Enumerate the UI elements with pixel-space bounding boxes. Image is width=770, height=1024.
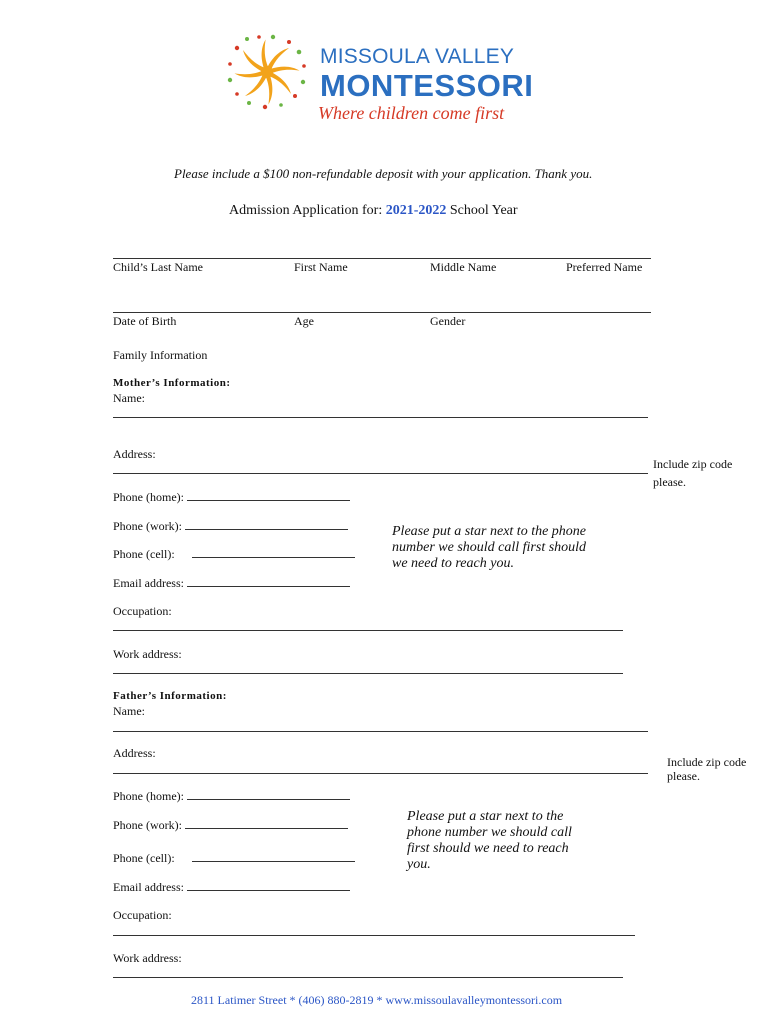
dob-label: Date of Birth	[113, 314, 177, 328]
title-suffix: School Year	[449, 203, 518, 218]
father-phone-work-field[interactable]	[185, 818, 348, 829]
mother-phone-work-label: Phone (work):	[113, 519, 182, 533]
logo-tagline: Where children come first	[318, 103, 505, 123]
father-address-label: Address:	[113, 746, 156, 760]
mother-phone-cell-field[interactable]	[192, 547, 355, 558]
father-name-line[interactable]	[113, 731, 648, 732]
mother-email-label: Email address:	[113, 576, 184, 590]
child-details-line[interactable]	[113, 312, 651, 313]
mother-phone-home-row	[113, 490, 350, 505]
mother-phone-work-row	[113, 519, 348, 534]
sun-burst-icon	[224, 34, 310, 110]
mother-address-line[interactable]	[113, 473, 648, 474]
child-name-line[interactable]	[113, 258, 651, 259]
gender-label: Gender	[430, 314, 466, 328]
father-zip-note: Include zip code please.	[667, 755, 747, 783]
father-name-label: Name:	[113, 704, 145, 718]
father-phone-cell-label: Phone (cell):	[113, 851, 175, 865]
family-info-heading: Family Information	[113, 348, 208, 362]
father-email-label: Email address:	[113, 880, 184, 894]
footer-contact: 2811 Latimer Street * (406) 880-2819 * www.missoulavalleymontessori.com	[191, 993, 563, 1007]
father-section-title: Father’s Information:	[113, 690, 227, 702]
deposit-notice: Please include a $100 non-refundable deposit with your application. Thank you.	[174, 166, 593, 181]
father-phone-home-label: Phone (home):	[113, 789, 184, 803]
mother-email-row	[113, 576, 350, 591]
father-phone-cell-row	[113, 851, 355, 866]
mother-address-label: Address:	[113, 447, 156, 461]
father-phone-home-field[interactable]	[187, 789, 350, 800]
mother-occupation-label: Occupation:	[113, 604, 172, 618]
father-address-line[interactable]	[113, 773, 648, 774]
child-last-name-label: Child’s Last Name	[113, 260, 203, 274]
father-phone-home-row	[113, 789, 350, 804]
title-year: 2021-2022	[385, 203, 447, 218]
mother-email-field[interactable]	[187, 576, 350, 587]
page-title	[229, 203, 518, 219]
mother-phone-work-field[interactable]	[185, 519, 348, 530]
mother-work-address-line[interactable]	[113, 673, 623, 674]
mother-name-label: Name:	[113, 391, 145, 405]
mother-phone-home-field[interactable]	[187, 490, 350, 501]
father-occupation-line[interactable]	[113, 935, 635, 936]
logo-name-top: MISSOULA VALLEY	[320, 45, 515, 68]
mother-phone-cell-label: Phone (cell):	[113, 547, 175, 561]
father-work-address-label: Work address:	[113, 951, 182, 965]
father-star-note: Please put a star next to the phone number we should call first should we need to reach you.	[407, 809, 572, 872]
mother-name-line[interactable]	[113, 417, 648, 418]
mother-phone-home-label: Phone (home):	[113, 490, 184, 504]
child-preferred-name-label: Preferred Name	[566, 260, 643, 274]
father-phone-work-label: Phone (work):	[113, 818, 182, 832]
father-work-address-line[interactable]	[113, 977, 623, 978]
mother-zip-note: Include zip code please.	[653, 457, 733, 489]
mother-work-address-label: Work address:	[113, 647, 182, 661]
mother-phone-cell-row	[113, 547, 355, 562]
title-prefix: Admission Application for:	[229, 203, 383, 218]
mother-section-title: Mother’s Information:	[113, 377, 231, 389]
mother-occupation-line[interactable]	[113, 630, 623, 631]
logo-name-main: MONTESSORI	[320, 68, 534, 103]
child-first-name-label: First Name	[294, 260, 348, 274]
age-label: Age	[294, 314, 314, 328]
mother-star-note: Please put a star next to the phone number we should call first should we need to reach you.	[392, 524, 587, 571]
father-phone-cell-field[interactable]	[192, 851, 355, 862]
child-middle-name-label: Middle Name	[430, 260, 497, 274]
father-phone-work-row	[113, 818, 348, 833]
father-occupation-label: Occupation:	[113, 908, 172, 922]
father-email-field[interactable]	[187, 880, 350, 891]
father-email-row	[113, 880, 350, 895]
